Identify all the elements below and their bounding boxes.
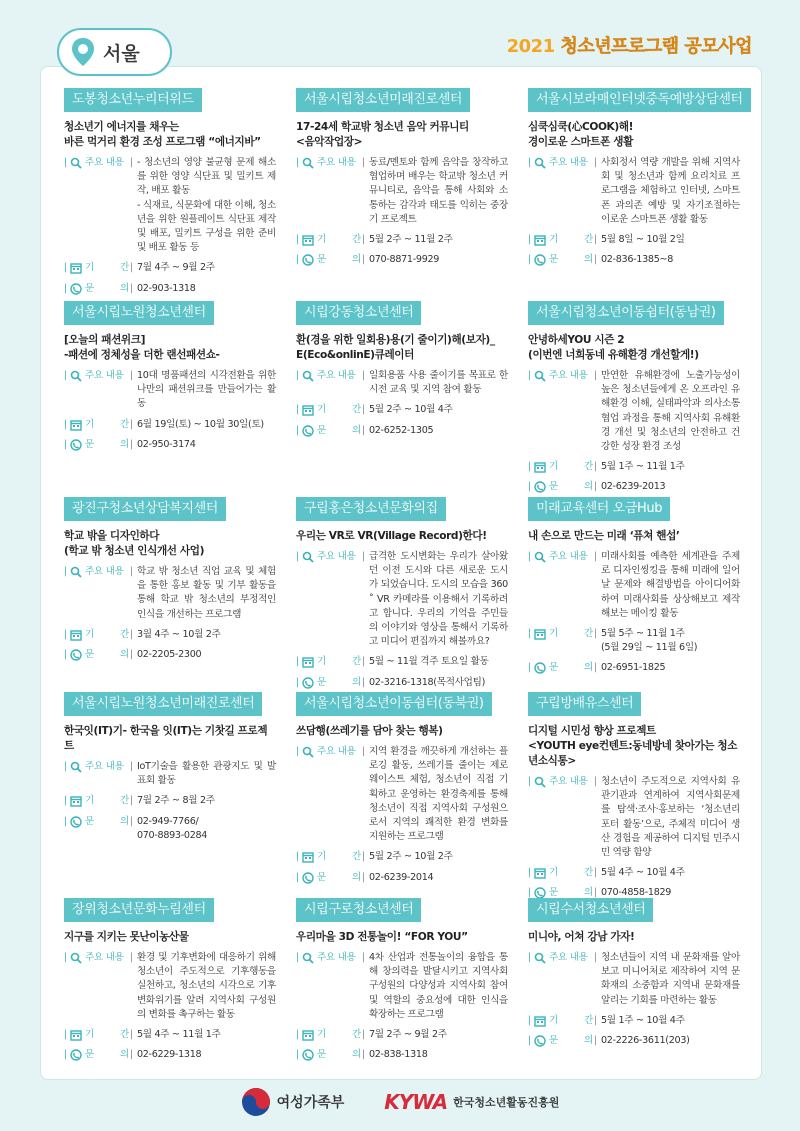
period-label-2: 간 (583, 234, 593, 246)
period-row: | 기 간 | 5월 8일 ~ 10월 2일 (528, 233, 740, 247)
program-card (64, 692, 278, 898)
phone-icon (534, 662, 546, 674)
period-text: 5월 2주 ~ 11월 2주 (368, 234, 453, 246)
contact-text: 070-8871-9929 (368, 254, 440, 266)
period-text: 3월 4주 ~ 10월 2주 (136, 628, 221, 640)
period-label-2: 간 (351, 404, 361, 416)
content-row: | 주요 내용 | 동료/멘토와 함께 음악을 창작하고 협업하며 배우는 학교밖 청소년 커뮤니티로, 음악을 통해 사회와 소통하는 감각과 태도를 익히는 중장기 프로젝트 (296, 156, 508, 227)
calendar-icon (534, 867, 546, 879)
search-icon (534, 776, 546, 788)
contact-label-1: 문 (316, 1049, 326, 1061)
contact-text: 02-6229-1318 (136, 1049, 202, 1061)
period-text: 5월 ~ 11월 격주 토요일 활동 (368, 656, 489, 668)
calendar-icon (534, 461, 546, 473)
phone-icon (302, 872, 314, 884)
period-label-2: 간 (583, 628, 593, 640)
calendar-icon (302, 851, 314, 863)
calendar-icon (70, 419, 82, 431)
contact-label-1: 문 (548, 481, 558, 493)
content-row: | 주요 내용 | 급격한 도시변화는 우리가 살아왔던 이전 도시와 다른 새로운 도시가 되었습니다. 도시의 모습을 360 ˚ VR 카메라를 이용해서 기록하려고 합니다. 우리의 기억을 주민들의 이야기와 영상을 통해서 기록하고 미디어 편집까지 해볼까요? (296, 550, 508, 649)
content-label: 주요 내용 (84, 370, 124, 381)
contact-label-1: 문 (316, 676, 326, 688)
content-label: 주요 내용 (316, 157, 356, 168)
contact-label-1: 문 (548, 887, 558, 899)
content-row: | 주요 내용 | - 청소년의 영양 불균형 문제 해소를 위한 영양 식단표 및 밀키트 제작, 배포 활동 - 식재료, 식문화에 대한 이해, 청소년을 위한 원플레이트 식단표 제작 및 배포, 밀키트 구성을 위한 준비 및 배포 활동 등 (64, 156, 276, 255)
period-row: | 기 간 | 3월 4주 ~ 10월 2주 (64, 628, 276, 642)
content-label: 주요 내용 (84, 157, 124, 168)
program-title: [오늘의 패션위크] -패션에 정체성을 더한 랜선패션쇼- (64, 334, 220, 361)
period-label-1: 기 (548, 628, 558, 640)
search-icon (70, 157, 82, 169)
period-text: 6월 19일(토) ~ 10월 30일(토) (136, 418, 264, 430)
period-label-2: 간 (351, 234, 361, 246)
content-row: | 주요 내용 | 일회용품 사용 줄이기를 목표로 한 시전 교육 및 지역 참여 활동 (296, 369, 508, 397)
program-card (64, 497, 278, 692)
search-icon (534, 157, 546, 169)
program-title: 디지털 시민성 향상 프로젝트 <YOUTH eye컨텐트:동네방네 찾아가는 청소년소식통> (528, 725, 738, 767)
program-card (528, 898, 742, 1098)
content-label: 주요 내용 (316, 370, 356, 381)
contact-label-1: 문 (84, 815, 94, 827)
content-label: 주요 내용 (548, 157, 588, 168)
content-row: | 주요 내용 | 환경 및 기후변화에 대응하기 위해 청소년이 주도적으로 기후행동을 실천하고, 청소년의 시각으로 기후변화위기를 알려 지역사회 구성원의 변화를 촉구하는 활동 (64, 951, 276, 1022)
page-title-year: 2021 (506, 36, 555, 57)
period-label-1: 기 (84, 1029, 94, 1041)
content-text: 일회용품 사용 줄이기를 목표로 한 시전 교육 및 지역 참여 활동 (368, 370, 508, 396)
search-icon (302, 551, 314, 563)
contact-label-1: 문 (84, 649, 94, 661)
contact-label-2: 의 (351, 424, 361, 436)
period-text: 7월 2주 ~ 8월 2주 (136, 795, 215, 807)
phone-icon (70, 1049, 82, 1061)
phone-icon (302, 425, 314, 437)
organization-name: 구립방배유스센터 (528, 692, 641, 716)
region-tab (57, 28, 172, 76)
period-label-1: 기 (548, 234, 558, 246)
period-text: 5월 5주 ~ 11월 1주 (5월 29일 ~ 11월 6일) (600, 628, 698, 654)
content-text: 10대 명품패션의 시각전환을 위한 나만의 패션위크를 만들어가는 활동 (136, 370, 276, 410)
content-text: 미래사회를 예측한 세계관을 주제로 디자인씽킹을 통해 미래에 일어날 문제와 해결방법을 아이디어화하여 미래사회를 상상해보고 제작해보는 메이킹 활동 (600, 551, 740, 619)
contact-label-2: 의 (583, 481, 593, 493)
organization-name: 시립수서청소년센터 (528, 898, 653, 922)
contact-label-1: 문 (84, 1049, 94, 1061)
period-label-1: 기 (84, 795, 94, 807)
period-label-2: 간 (119, 1029, 129, 1041)
contact-row: | 문 의 | 02-6252-1305 (296, 424, 508, 438)
contact-text: 02-950-3174 (136, 438, 196, 450)
contact-label-2: 의 (583, 887, 593, 899)
contact-label-1: 문 (84, 282, 94, 294)
content-label: 주요 내용 (548, 952, 588, 963)
calendar-icon (534, 1015, 546, 1027)
calendar-icon (302, 656, 314, 668)
contact-text: 02-903-1318 (136, 282, 196, 294)
period-row: | 기 간 | 5월 2주 ~ 10월 2주 (296, 850, 508, 864)
content-label: 주요 내용 (548, 551, 588, 562)
program-title: 17-24세 학교밖 청소년 음악 커뮤니티 <음악작업장> (296, 121, 469, 148)
search-icon (302, 157, 314, 169)
period-label-1: 기 (316, 234, 326, 246)
contact-label-2: 의 (583, 254, 593, 266)
search-icon (302, 952, 314, 964)
period-row: | 기 간 | 5월 1주 ~ 11월 1주 (528, 460, 740, 474)
contact-row: | 문 의 | 02-838-1318 (296, 1048, 508, 1062)
period-label-2: 간 (583, 1014, 593, 1026)
search-icon (534, 551, 546, 563)
contact-text: 02-6239-2013 (600, 481, 666, 493)
contact-label-1: 문 (316, 424, 326, 436)
content-row: | 주요 내용 | IoT기술을 활용한 관광지도 및 발표회 활동 (64, 760, 276, 788)
contact-label-1: 문 (316, 871, 326, 883)
program-title: 청소년기 에너지를 채우는 바른 먹거리 환경 조성 프로그램 “에너지바” (64, 121, 261, 148)
phone-icon (70, 283, 82, 295)
program-title: 우리는 VR로 VR(Village Record)한다! (296, 530, 487, 542)
kywa-logo-group (384, 1090, 559, 1114)
page-title-text: 청소년프로그램 공모사업 (560, 36, 752, 57)
footer (0, 1082, 800, 1122)
period-label-2: 간 (583, 461, 593, 473)
content-label: 주요 내용 (316, 746, 356, 757)
calendar-icon (534, 234, 546, 246)
period-label-2: 간 (119, 262, 129, 274)
page-title (507, 32, 752, 58)
period-label-2: 간 (119, 418, 129, 430)
program-card (296, 692, 510, 898)
content-text: 동료/멘토와 함께 음악을 창작하고 협업하며 배우는 학교밖 청소년 커뮤니티로, 음악을 통해 사회와 소통하는 감각과 태도를 익히는 중장기 프로젝트 (368, 157, 508, 225)
program-card (528, 301, 742, 497)
content-row: | 주요 내용 | 4차 산업과 전통놀이의 융합을 통해 창의력을 발달시키고 지역사회 구성원의 다양성과 지역사회 참여 및 역할의 중요성에 대한 인식을 확장하는 프로그램 (296, 951, 508, 1022)
content-row: | 주요 내용 | 지역 환경을 깨끗하게 개선하는 플로깅 활동, 쓰레기를 줄이는 제로웨이스트 체험, 청소년이 직접 기획하고 운영하는 환경축제를 통해 청소년이 직접 지역사회 구성원으로서 지역의 쾌적한 환경 변화를 지원하는 프로그램 (296, 745, 508, 844)
program-title: 쓰담행(쓰레기를 담아 찾는 행복) (296, 725, 443, 737)
period-row: | 기 간 | 7월 4주 ~ 9월 2주 (64, 261, 276, 275)
period-text: 5월 1주 ~ 10월 4주 (600, 1014, 685, 1026)
period-row: | 기 간 | 7월 2주 ~ 9월 2주 (296, 1028, 508, 1042)
contact-row: | 문 의 | 02-6239-2013 (528, 480, 740, 494)
period-label-2: 간 (119, 628, 129, 640)
contact-label-2: 의 (583, 662, 593, 674)
period-label-1: 기 (548, 461, 558, 473)
period-text: 5월 2주 ~ 10월 2주 (368, 851, 453, 863)
contact-label-2: 의 (351, 871, 361, 883)
period-label-1: 기 (316, 851, 326, 863)
calendar-icon (302, 1029, 314, 1041)
period-label-2: 간 (351, 1029, 361, 1041)
contact-label-1: 문 (548, 1035, 558, 1047)
program-grid (64, 88, 742, 1098)
content-text: 사회정서 역량 개발을 위해 지역사회 및 청소년과 함께 요리치료 프로그램을 체험하고 인터넷, 스마트폰 과의존 예방 및 자기조절하는 이로운 스마트폰 생활 활동 (600, 157, 740, 225)
organization-name: 서울시립청소년이동쉼터(동북권) (296, 692, 492, 716)
contact-row: | 문 의 | 070-8871-9929 (296, 253, 508, 267)
contact-label-1: 문 (316, 254, 326, 266)
content-text: 학교 밖 청소년 직업 교육 및 체험을 통한 홍보 활동 및 기부 활동을 통해 학교 밖 청소년의 부정적인 인식을 개선하는 프로그램 (136, 566, 276, 620)
program-card (528, 692, 742, 898)
region-name: 서울 (103, 42, 140, 65)
contact-label-2: 의 (351, 1049, 361, 1061)
period-label-1: 기 (316, 404, 326, 416)
content-text: 청소년들이 지역 내 문화재를 알아보고 미니어처로 제작하여 지역 문화재의 소중함과 지역내 문화재를 알리는 기회를 마련하는 활동 (600, 952, 740, 1006)
program-card (296, 898, 510, 1098)
contact-row: | 문 의 | 02-6229-1318 (64, 1048, 276, 1062)
period-label-2: 간 (351, 851, 361, 863)
contact-row: | 문 의 | 070-4858-1829 (528, 886, 740, 900)
kywa-name: 한국청소년활동진흥원 (453, 1096, 560, 1109)
program-title: 지구를 지키는 못난이농산물 (64, 931, 189, 943)
content-label: 주요 내용 (548, 370, 588, 381)
contact-row: | 문 의 | 02-2226-3611(203) (528, 1034, 740, 1048)
program-card (64, 88, 278, 301)
program-title: 학교 밖을 디자인하다 (학교 밖 청소년 인식개선 사업) (64, 530, 205, 557)
organization-name: 시립강동청소년센터 (296, 301, 421, 325)
phone-icon (302, 1049, 314, 1061)
period-label-2: 간 (583, 867, 593, 879)
content-label: 주요 내용 (548, 776, 588, 787)
contact-label-2: 의 (351, 254, 361, 266)
search-icon (534, 370, 546, 382)
search-icon (70, 566, 82, 578)
program-title: 우리마을 3D 전통놀이! “FOR YOU” (296, 931, 468, 943)
organization-name: 서울시립청소년미래진로센터 (296, 88, 470, 112)
content-label: 주요 내용 (84, 566, 124, 577)
contact-text: 02-2205-2300 (136, 649, 202, 661)
period-text: 5월 4주 ~ 11월 1주 (136, 1029, 221, 1041)
phone-icon (70, 439, 82, 451)
program-card (64, 898, 278, 1098)
contact-row: | 문 의 | 02-950-3174 (64, 438, 276, 452)
phone-icon (70, 649, 82, 661)
period-text: 5월 4주 ~ 10월 4주 (600, 867, 685, 879)
period-row: | 기 간 | 5월 1주 ~ 10월 4주 (528, 1014, 740, 1028)
contact-text: 02-838-1318 (368, 1049, 428, 1061)
contact-label-2: 의 (119, 649, 129, 661)
organization-name: 미래교육센터 오금Hub (528, 497, 670, 521)
period-row: | 기 간 | 7월 2주 ~ 8월 2주 (64, 794, 276, 808)
search-icon (302, 746, 314, 758)
program-card (296, 301, 510, 497)
content-text: - 청소년의 영양 불균형 문제 해소를 위한 영양 식단표 및 밀키트 제작, 배포 활동 - 식재료, 식문화에 대한 이해, 청소년을 위한 원플레이트 식단표 제작 및 배포, 밀키트 구성을 위한 준비 및 배포 활동 등 (136, 157, 276, 254)
program-card (528, 497, 742, 692)
phone-icon (70, 816, 82, 828)
calendar-icon (534, 628, 546, 640)
ministry-logo (241, 1087, 345, 1117)
contact-row: | 문 의 | 02-903-1318 (64, 282, 276, 296)
contact-row: | 문 의 | 02-6951-1825 (528, 661, 740, 675)
search-icon (302, 370, 314, 382)
contact-text: 02-6239-2014 (368, 871, 434, 883)
program-title: 안녕하세YOU 시즌 2 (이번엔 너희동네 유해환경 개선할게!) (528, 334, 699, 361)
period-row: | 기 간 | 5월 5주 ~ 11월 1주 (5월 29일 ~ 11월 6일) (528, 627, 740, 655)
calendar-icon (302, 404, 314, 416)
calendar-icon (70, 795, 82, 807)
period-text: 5월 1주 ~ 11월 1주 (600, 461, 685, 473)
contact-label-1: 문 (548, 662, 558, 674)
content-row: | 주요 내용 | 10대 명품패션의 시각전환을 위한 나만의 패션위크를 만들어가는 활동 (64, 369, 276, 412)
taegeuk-icon (241, 1087, 271, 1117)
search-icon (70, 370, 82, 382)
content-row: | 주요 내용 | 사회정서 역량 개발을 위해 지역사회 및 청소년과 함께 요리치료 프로그램을 체험하고 인터넷, 스마트폰 과의존 예방 및 자기조절하는 이로운 스마트폰 생활 활동 (528, 156, 740, 227)
contact-label-2: 의 (119, 815, 129, 827)
period-label-2: 간 (119, 795, 129, 807)
period-label-1: 기 (548, 867, 558, 879)
content-row: | 주요 내용 | 학교 밖 청소년 직업 교육 및 체험을 통한 홍보 활동 및 기부 활동을 통해 학교 밖 청소년의 부정적인 인식을 개선하는 프로그램 (64, 565, 276, 622)
content-row: | 주요 내용 | 청소년들이 지역 내 문화재를 알아보고 미니어처로 제작하여 지역 문화재의 소중함과 지역내 문화재를 알리는 기회를 마련하는 활동 (528, 951, 740, 1008)
contact-row: | 문 의 | 02-2205-2300 (64, 648, 276, 662)
calendar-icon (70, 629, 82, 641)
program-title: 내 손으로 만드는 미래 ‘퓨쳐 핸섭’ (528, 530, 680, 542)
period-text: 7월 2주 ~ 9월 2주 (368, 1029, 447, 1041)
contact-text: 02-3216-1318(목적사업팀) (368, 676, 486, 688)
content-row: | 주요 내용 | 만연한 유해환경에 노출가능성이 높은 청소년들에게 온 오프라인 유해환경 이해, 실태파악과 의사소통 협업 과정을 통해 지역사회 유해환경 개선 및 청소년의 안전하고 건강한 성장 환경 조성 (528, 369, 740, 454)
program-title: 한국잇(IT)기- 한국을 잇(IT)는 기찻길 프로젝트 (64, 725, 268, 752)
phone-icon (534, 481, 546, 493)
contact-label-2: 의 (119, 282, 129, 294)
contact-label-2: 의 (119, 1049, 129, 1061)
period-label-1: 기 (316, 1029, 326, 1041)
program-card (296, 497, 510, 692)
contact-row: | 문 의 | 02-949-7766/ 070-8893-0284 (64, 815, 276, 843)
program-title: 심쿡심쿡(心COOK)해! 경이로운 스마트폰 생활 (528, 121, 634, 148)
period-row: | 기 간 | 5월 2주 ~ 10월 4주 (296, 403, 508, 417)
calendar-icon (70, 262, 82, 274)
content-text: 만연한 유해환경에 노출가능성이 높은 청소년들에게 온 오프라인 유해환경 이해, 실태파악과 의사소통 협업 과정을 통해 지역사회 유해환경 개선 및 청소년의 안전하고 건강한 성장 환경 조성 (600, 370, 740, 453)
contact-row: | 문 의 | 02-836-1385~8 (528, 253, 740, 267)
contact-label-2: 의 (119, 438, 129, 450)
program-card (528, 88, 742, 301)
contact-text: 02-836-1385~8 (600, 254, 674, 266)
content-label: 주요 내용 (84, 761, 124, 772)
organization-name: 서울시보라매인터넷중독예방상담센터 (528, 88, 751, 112)
content-text: 급격한 도시변화는 우리가 살아왔던 이전 도시와 다른 새로운 도시가 되었습니다. 도시의 모습을 360 ˚ VR 카메라를 이용해서 기록하려고 합니다. 우리의 기억을 주민들의 이야기와 영상을 통해서 기록하고 미디어 편집까지 해볼까요? (368, 551, 508, 648)
organization-name: 구립홍은청소년문화의집 (296, 497, 446, 521)
phone-icon (534, 254, 546, 266)
contact-label-1: 문 (548, 254, 558, 266)
content-text: 청소년이 주도적으로 지역사회 유관기관과 연계하여 지역사회문제를 탐색·조사·홍보하는 ‘청소년리포터 활동’으로, 주체적 미디어 생산 경험을 제공하여 디지털 민주시민 역량 함양 (600, 776, 740, 859)
contact-text: 02-2226-3611(203) (600, 1035, 690, 1047)
content-label: 주요 내용 (84, 952, 124, 963)
content-row: | 주요 내용 | 미래사회를 예측한 세계관을 주제로 디자인씽킹을 통해 미래에 일어날 문제와 해결방법을 아이디어화하여 미래사회를 상상해보고 제작해보는 메이킹 활동 (528, 550, 740, 621)
content-row: | 주요 내용 | 청소년이 주도적으로 지역사회 유관기관과 연계하여 지역사회문제를 탐색·조사·홍보하는 ‘청소년리포터 활동’으로, 주체적 미디어 생산 경험을 제공하여 디지털 민주시민 역량 함양 (528, 775, 740, 860)
contact-text: 02-6252-1305 (368, 424, 434, 436)
search-icon (534, 952, 546, 964)
content-label: 주요 내용 (316, 952, 356, 963)
calendar-icon (302, 234, 314, 246)
contact-row: | 문 의 | 02-6239-2014 (296, 871, 508, 885)
organization-name: 장위청소년문화누림센터 (64, 898, 214, 922)
contact-label-1: 문 (84, 438, 94, 450)
phone-icon (302, 677, 314, 689)
period-label-2: 간 (351, 656, 361, 668)
period-text: 7월 4주 ~ 9월 2주 (136, 262, 215, 274)
period-row: | 기 간 | 5월 2주 ~ 11월 2주 (296, 233, 508, 247)
content-label: 주요 내용 (316, 551, 356, 562)
calendar-icon (70, 1029, 82, 1041)
content-text: 4차 산업과 전통놀이의 융합을 통해 창의력을 발달시키고 지역사회 구성원의 다양성과 지역사회 참여 및 역할의 중요성에 대한 인식을 확장하는 프로그램 (368, 952, 508, 1020)
phone-icon (534, 1035, 546, 1047)
content-text: IoT기술을 활용한 관광지도 및 발표회 활동 (136, 761, 276, 787)
ministry-name: 여성가족부 (276, 1095, 345, 1111)
period-row: | 기 간 | 5월 4주 ~ 10월 4주 (528, 866, 740, 880)
organization-name: 시립구로청소년센터 (296, 898, 421, 922)
contact-label-2: 의 (583, 1035, 593, 1047)
program-title: 환(경을 위한 일회용)용(기 줄이기)해(보자)_ E(Eco&onlinE)큐레이터 (296, 334, 495, 361)
period-text: 5월 2주 ~ 10월 4주 (368, 404, 453, 416)
kywa-logo: KYWA (384, 1090, 448, 1114)
contact-row: | 문 의 | 02-3216-1318(목적사업팀) (296, 676, 508, 690)
program-card (296, 88, 510, 301)
program-title: 미니야, 어쳐 강남 가자! (528, 931, 635, 943)
period-row: | 기 간 | 5월 4주 ~ 11월 1주 (64, 1028, 276, 1042)
period-row: | 기 간 | 6월 19일(토) ~ 10월 30일(토) (64, 418, 276, 432)
organization-name: 광진구청소년상담복지센터 (64, 497, 226, 521)
search-icon (70, 952, 82, 964)
program-card (64, 301, 278, 497)
period-label-1: 기 (84, 418, 94, 430)
period-label-1: 기 (84, 628, 94, 640)
location-pin-icon (69, 36, 97, 68)
organization-name: 서울시립노원청소년미래진로센터 (64, 692, 262, 716)
period-row: | 기 간 | 5월 ~ 11월 격주 토요일 활동 (296, 655, 508, 669)
contact-text: 02-6951-1825 (600, 662, 666, 674)
organization-name: 서울시립청소년이동쉼터(동남권) (528, 301, 724, 325)
period-label-1: 기 (548, 1014, 558, 1026)
contact-label-2: 의 (351, 676, 361, 688)
content-text: 환경 및 기후변화에 대응하기 위해 청소년이 주도적으로 기후행동을 실천하고, 청소년의 시각으로 기후변화위기를 알려 지역사회 구성원의 변화를 촉구하는 활동 (136, 952, 276, 1020)
period-label-1: 기 (84, 262, 94, 274)
content-text: 지역 환경을 깨끗하게 개선하는 플로깅 활동, 쓰레기를 줄이는 제로웨이스트 체험, 청소년이 직접 기획하고 운영하는 환경축제를 통해 청소년이 직접 지역사회 구성원으로서 지역의 쾌적한 환경 변화를 지원하는 프로그램 (368, 746, 508, 843)
organization-name: 서울시립노원청소년센터 (64, 301, 214, 325)
period-label-1: 기 (316, 656, 326, 668)
phone-icon (302, 254, 314, 266)
organization-name: 도봉청소년누리터위드 (64, 88, 202, 112)
period-text: 5월 8일 ~ 10월 2일 (600, 234, 685, 246)
contact-text: 02-949-7766/ 070-8893-0284 (136, 815, 208, 841)
search-icon (70, 761, 82, 773)
contact-text: 070-4858-1829 (600, 887, 672, 899)
